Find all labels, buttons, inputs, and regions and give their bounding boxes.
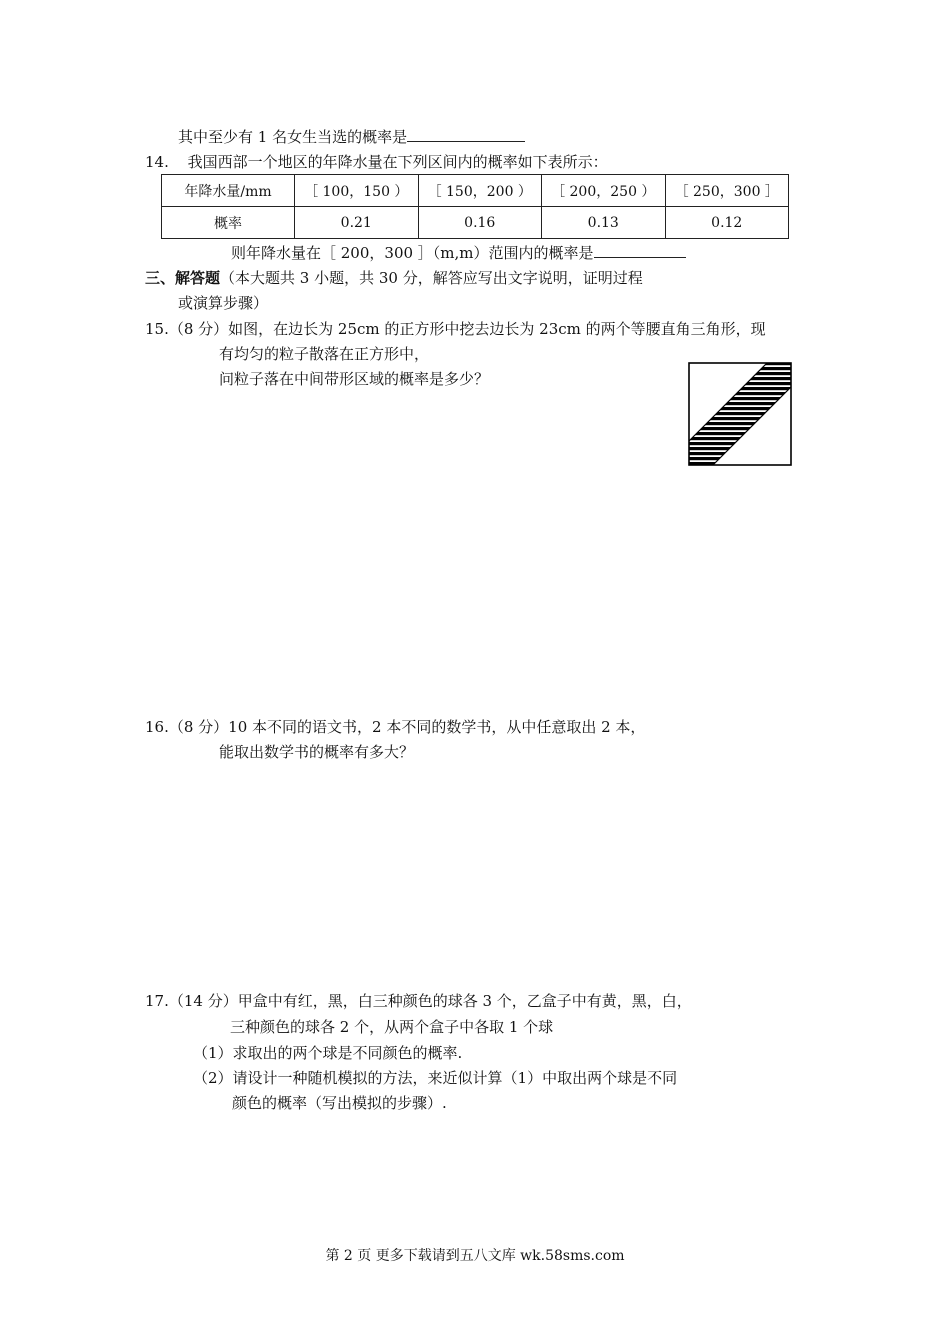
q15-text-3: 问粒子落在中间带形区域的概率是多少？ bbox=[219, 370, 490, 388]
table-cell-interval: ［ 150，200 ） bbox=[418, 175, 542, 207]
q15-line2 bbox=[219, 344, 429, 364]
q17-part1: （1）求取出的两个球是不同颜色的概率. bbox=[193, 1044, 463, 1062]
q14-stem: 我国西部一个地区的年降水量在下列区间内的概率如下表所示： bbox=[187, 153, 608, 171]
q16-line1 bbox=[145, 717, 645, 737]
q14-answer-blank bbox=[594, 243, 686, 258]
q17-text-1: 17.（14 分）甲盒中有红，黑，白三种颜色的球各 3 个，乙盒子中有黄，黑，白， bbox=[145, 992, 692, 1010]
q16-text-1: 16.（8 分）10 本不同的语文书，2 本不同的数学书，从中任意取出 2 本， bbox=[145, 718, 646, 736]
q17-part2-1: （2）请设计一种随机模拟的方法，来近似计算（1）中取出两个球是不同 bbox=[193, 1069, 678, 1087]
table-header-rainfall: 年降水量/mm bbox=[162, 175, 295, 207]
table-cell-probability: 0.12 bbox=[665, 207, 789, 239]
q14-stem-line bbox=[145, 152, 608, 172]
page-footer bbox=[0, 1245, 950, 1265]
section3-desc-1: （本大题共 3 小题，共 30 分，解答应写出文字说明，证明过程 bbox=[220, 269, 643, 287]
table-header-probability: 概率 bbox=[162, 207, 295, 239]
square-band-figure bbox=[688, 362, 792, 466]
table-cell-probability: 0.21 bbox=[295, 207, 419, 239]
footer-text: 第 2 页 更多下载请到五八文库 wk.58sms.com bbox=[325, 1248, 625, 1264]
q17-part2-2: 颜色的概率（写出模拟的步骤）. bbox=[232, 1094, 447, 1112]
rainfall-table bbox=[161, 174, 789, 239]
q15-line3 bbox=[219, 369, 489, 389]
q15-line1 bbox=[145, 319, 766, 339]
shaded-band bbox=[689, 363, 791, 465]
q17-line1 bbox=[145, 991, 692, 1011]
q14-question: 则年降水量在［ 200，300 ］（m,m）范围内的概率是 bbox=[231, 244, 594, 262]
q13-tail-line bbox=[178, 127, 525, 147]
table-row bbox=[162, 207, 789, 239]
q17-part1-line bbox=[193, 1043, 462, 1063]
section3-desc-2: 或演算步骤） bbox=[178, 294, 269, 312]
table-row bbox=[162, 175, 789, 207]
q16-line2 bbox=[219, 742, 414, 762]
table-cell-interval: ［ 250，300 ］ bbox=[665, 175, 789, 207]
q17-line2 bbox=[230, 1017, 553, 1037]
table-cell-interval: ［ 200，250 ） bbox=[542, 175, 666, 207]
table-cell-probability: 0.16 bbox=[418, 207, 542, 239]
table-cell-probability: 0.13 bbox=[542, 207, 666, 239]
section3-title: 三、解答题 bbox=[145, 269, 221, 287]
q17-text-2: 三种颜色的球各 2 个，从两个盒子中各取 1 个球 bbox=[230, 1018, 554, 1036]
q16-text-2: 能取出数学书的概率有多大？ bbox=[219, 743, 415, 761]
q13-answer-blank bbox=[407, 127, 525, 142]
section3-heading-line bbox=[145, 268, 643, 288]
section3-desc-line2 bbox=[178, 293, 268, 313]
q13-tail-text: 其中至少有 1 名女生当选的概率是 bbox=[178, 128, 408, 146]
table-cell-interval: ［ 100，150 ） bbox=[295, 175, 419, 207]
q17-part2-line1 bbox=[193, 1068, 677, 1088]
q15-text-2: 有均匀的粒子散落在正方形中， bbox=[219, 345, 430, 363]
q15-text-1: 15.（8 分）如图，在边长为 25cm 的正方形中挖去边长为 23cm 的两个等腰直角三角形，现 bbox=[145, 320, 766, 338]
q14-question-line bbox=[231, 243, 686, 263]
q14-number: 14. bbox=[145, 153, 169, 171]
q17-part2-line2 bbox=[232, 1093, 447, 1113]
